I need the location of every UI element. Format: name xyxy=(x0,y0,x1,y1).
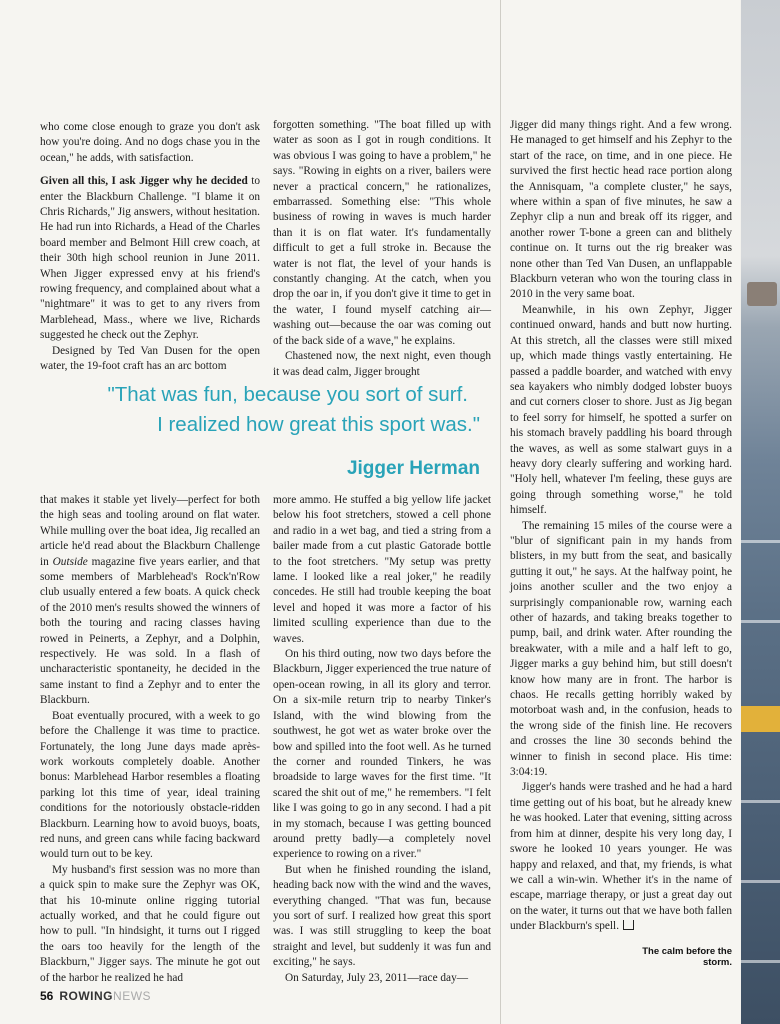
paragraph-text: more ammo. He stuffed a big yellow life jacket below his foot stretchers, stowed a cell phone and radio in a wet bag, and tied a string from a bailer made from a cut plastic Gatorade bottle to the foot stretchers. "My setup was pretty lame. I looked like a real joker," he readily concedes. He still had trouble keeping the boat level and hoped it was more a factor of his limited sculling experience than due to the waves. xyxy=(273,494,491,645)
paragraph-text: Designed by Ted Van Dusen for the open water, the 19-foot craft has an arc bottom xyxy=(40,344,260,373)
column-2-bottom xyxy=(273,493,492,984)
paragraph xyxy=(273,971,491,986)
column-1-bottom xyxy=(40,493,260,984)
page-footer xyxy=(40,989,151,1003)
paragraph-text: On his third outing, now two days before the Blackburn, Jigger experienced the true nature of open-ocean rowing, in all its glory and terror. On a six-mile return trip to nearby Tinker's Island, with the wind blowing from the southwest, he got wet as water broke over the bow and spilled into the foot well. As he turned the corner and rounded Tinkers, he was broadside to large waves for the first time. "It scared the shit out of me," he remembers. "I felt like I was going to go in any second. I had a pit in my stomach, because I was getting bounced around pretty badly—a completely novel experience to rowing on a river." xyxy=(273,648,492,861)
photo-caption: The calm before the storm. xyxy=(642,946,732,968)
paragraph xyxy=(273,118,491,349)
paragraph-text: Meanwhile, in his own Zephyr, Jigger continued onward, hands and butt now hurting. At this stretch, all the classes were still mixed up, which made things vastly entertaining. He passed a paddle boarder, and watched with envy sea kayakers who nimbly dodged lobster buoys and cut corners closer to shore. Just as Jig began to feel sorry for himself, he spotted a surfer on his stomach bravely paddling his board through the waves, as well as some stalwart guys in a heavy dory clearly suffering and working hard. "Holy hell, whatever I'm feeling, these guys are going through something worse," he told himself. xyxy=(510,303,732,517)
paragraph-text: On Saturday, July 23, 2011—race day— xyxy=(285,971,469,984)
paragraph xyxy=(40,493,260,709)
paragraph-text: My husband's first session was no more than a quick spin to make sure the Zephyr was OK, that his 10-minute online rigging tutorial actually worked, and that he could figure out how to pull. "In hindsight, it turns out I rigged the oars too heavily for the length of the Blackburn," Jigger says. The minute he got out of the harbor he realized he had xyxy=(40,863,260,984)
end-of-story-icon xyxy=(623,920,634,930)
wave-line xyxy=(741,620,780,623)
pull-quote-attribution: Jigger Herman xyxy=(346,458,480,479)
column-divider xyxy=(500,0,501,1024)
pull-quote xyxy=(40,380,480,440)
paragraph-text: Chastened now, the next night, even though it was dead calm, Jigger brought xyxy=(273,350,491,378)
paragraph-text: that makes it stable yet lively—perfect for both the high seas and tooling around on flat water. While mulling over the boat idea, Jig recalled an article he'd read about the Blackburn Challenge in Outside magazine five years earlier, and that some members of Marblehead's Rock'n'Row club usually entered a few boats. A quick check of the 2010 men's results showed the winners of both the touring and racing classes having rowed in Peinerts, a Zephyr, and a Dolphin, respectively. He was sold. In a flash of uncharacteristic spontaneity, he decided in the same instant to find a Zephyr and to enter the Blackburn. xyxy=(40,494,260,707)
page-number: 56 xyxy=(40,989,54,1003)
paragraph-lead-in: Given all this, I ask Jigger why he decided xyxy=(40,175,248,188)
paragraph-text: Boat eventually procured, with a week to go before the Challenge it was time to practice. Fortunately, the long June days made après-work workouts completely doable. Another bonus: Marblehead Harbor resembles a floating parking lot this time of year, ideal training conditions for the notoriously obstacle-ridden Blackburn. Learning how to avoid buoys, boats, red nuns, and green cans while facing backward would turn out to be key. xyxy=(40,709,260,861)
buoy-image xyxy=(741,706,780,732)
magazine-name: ROWING xyxy=(59,989,114,1003)
paragraph-text: forgotten something. "The boat filled up with water as soon as I got in rough conditions. It was obvious I was going to have a problem," he says. "Rowing in eights on a river, bailers were never a practical concern," he rationalizes, embarrassed. Something else: "This whole business of rowing in waves is much harder than it is on flat water. It's fundamentally difficult to get a full stroke in. Because the water is not flat, the level of your hands is constantly changing. At the catch, when you drop the oar in, if you don't give it time to get in the water, I found myself catching air—washing out—because the oar was coming out of the back side of a wave," he explains. xyxy=(273,119,491,347)
paragraph xyxy=(40,863,260,986)
wave-line xyxy=(741,960,780,963)
pull-quote-line-1: "That was fun, because you sort of surf. xyxy=(107,383,468,406)
paragraph xyxy=(40,709,260,863)
paragraph-text: The remaining 15 miles of the course were a "blur of significant pain in my hands from blisters, in my butt from the seat, and basically gutting it out," he says. At the halfway point, he joins another sculler and the two enjoy a surprisingly companionable row, warning each other of hazards, and taking breaks together to pump, bail, and drink water. After rounding the breakwater, with a mile and a half left to go, Jigger marks a guy behind him, but still doesn't know how many are in front. The harbor is chaos. He recalls getting horribly waked by motorboat wash and, in the confusion, heads to the wrong side of the finish line. He recovers and crosses the line 30 seconds behind the winner to finish in second place. His time: 3:04:19. xyxy=(510,519,732,779)
paragraph xyxy=(40,120,260,166)
paragraph-text: Jigger did many things right. And a few wrong. He managed to get himself and his Zephyr to the start of the race, on time, and in one piece. He survived the first hectic head race portion along the Annisquam, "a complete cluster," he says, where within a span of five minutes, he saw a Zephyr clip a nun and break off its rigger, and another rower T-bone a green can and blithely continue on. It turns out the rig breaker was none other than Ted Van Dusen, an unflappable Blackburn veteran who won the touring class in 2010 in the very same boat. xyxy=(510,119,732,301)
pull-quote-line-2: I realized how great this sport was." xyxy=(157,413,480,436)
paragraph xyxy=(510,303,732,519)
paragraph xyxy=(273,863,491,971)
column-2-top xyxy=(273,118,491,378)
paragraph xyxy=(273,493,491,647)
photo-edge xyxy=(741,0,780,1024)
paragraph-text: to enter the Blackburn Challenge. "I blame it on Chris Richards," Jig answers, without hesitation. He had run into Richards, a Head of the Charles board member and Belmont Hill crew coach, at their 30th high school reunion in June 2011. When Jigger expressed envy at his friend's rowing frequency, and complained about what a "nightmare" it was to get to any rivers from Marblehead, Mass., where we live, Richards suggested he check out the Zephyr. xyxy=(40,175,260,342)
paragraph xyxy=(40,344,260,375)
paragraph xyxy=(273,349,491,380)
paragraph xyxy=(510,118,732,303)
wave-line xyxy=(741,800,780,803)
paragraph xyxy=(510,780,732,934)
column-1-top xyxy=(40,120,260,373)
paragraph-text: Jigger's hands were trashed and he had a hard time getting out of his boat, but he already knew he was hooked. Later that evening, sitting across from him at dinner, despite his very long day, I swore he looked 10 years younger. He was happy and relaxed, and that, my friends, is what we call a win-win. Whether it's in the name of escape, marriage therapy, or just a great day out on the water, it turns out that we have both fallen under Blackburn's spell. xyxy=(510,781,732,933)
column-3 xyxy=(510,118,732,940)
paragraph xyxy=(40,174,260,343)
paragraph xyxy=(273,647,491,863)
boat-image xyxy=(747,282,777,306)
paragraph-text: But when he finished rounding the island, heading back now with the wind and the waves, everything changed. "That was fun, because you sort of surf. I realized how great this sport was. I was still struggling to keep the boat straight and level, but suddenly it was fun and exciting," he says. xyxy=(273,863,491,969)
wave-line xyxy=(741,880,780,883)
paragraph-text: who come close enough to graze you don't ask how you're doing. And no dogs chase you in the ocean," he adds, with satisfaction. xyxy=(40,121,260,164)
paragraph xyxy=(510,519,732,781)
magazine-name-light: NEWS xyxy=(113,989,152,1003)
wave-line xyxy=(741,540,780,543)
